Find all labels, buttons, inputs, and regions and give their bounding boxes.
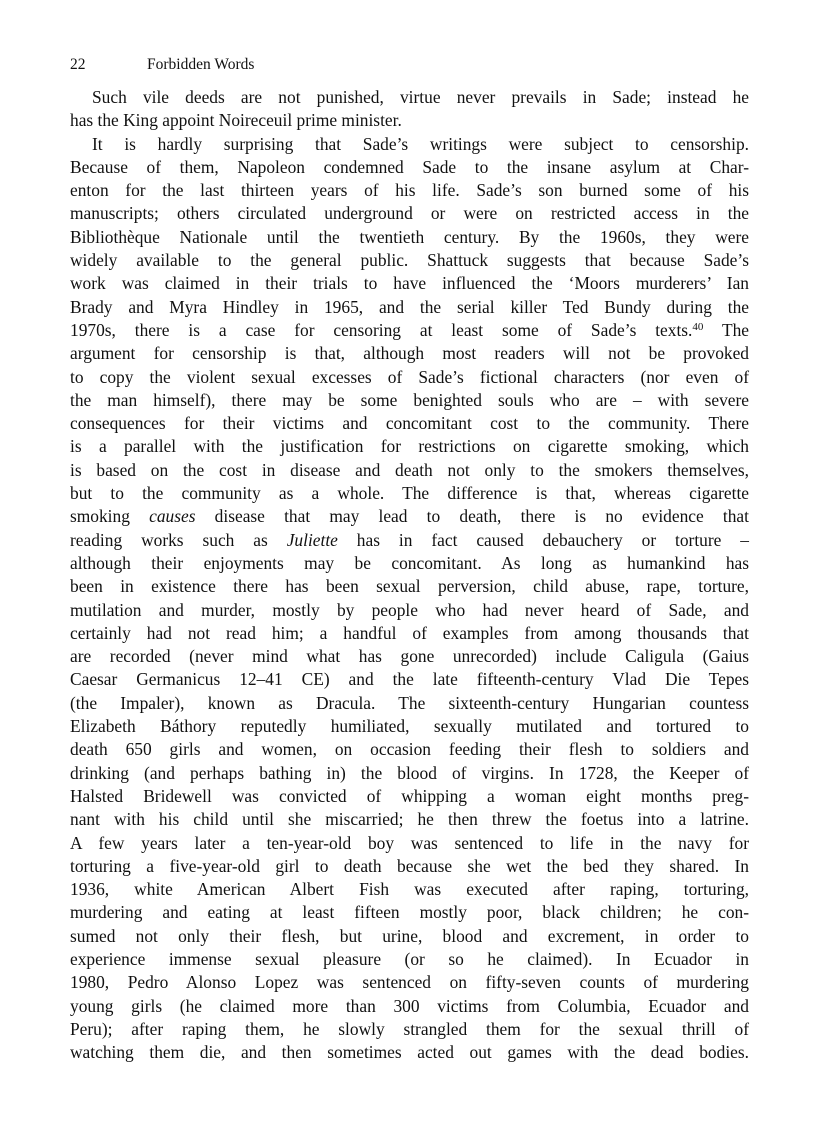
text-line-with-italic [70,529,749,552]
line-text: reading works such as [70,529,287,550]
paragraph-2 [70,133,749,1065]
text-line: is a parallel with the justification for restrictions on cigarette smoking, which [70,436,749,457]
text-line: (the Impaler), known as Dracula. The sixteenth-century Hungarian countess [70,692,749,713]
text-line: Elizabeth Báthory reputedly humiliated, sexually mutilated and tortured to [70,716,749,737]
text-line: sumed not only their flesh, but urine, blood and excrement, in order to [70,925,749,946]
line-text: The [703,319,749,340]
italic-title: Juliette [286,529,338,550]
italic-word: causes [149,506,196,527]
text-line: are recorded (never mind what has gone unrecorded) include Caligula (Gaius [70,646,749,667]
text-line-with-italic [70,505,749,528]
text-line: murdering and eating at least fifteen mostly poor, black children; he con- [70,902,749,923]
book-page [70,55,749,1064]
text-line: watching them die, and then sometimes acted out games with the dead bodies. [70,1042,749,1063]
line-text: 1970s, there is a case for censoring at least some of Sade’s texts. [70,319,693,340]
text-line: argument for censorship is that, although most readers will not be provoked [70,343,749,364]
line-text: has in fact caused debauchery or torture – [337,529,749,550]
text-line: but to the community as a whole. The difference is that, whereas cigarette [70,483,749,504]
text-line: Such vile deeds are not punished, virtue never prevails in Sade; instead he [92,87,749,107]
text-line: has the King appoint Noireceuil prime minister. [70,110,402,131]
running-title: Forbidden Words [147,56,255,73]
text-line: 1936, white American Albert Fish was executed after raping, torturing, [70,879,749,900]
text-line: although their enjoyments may be concomitant. As long as humankind has [70,552,749,573]
text-line: drinking (and perhaps bathing in) the blood of virgins. In 1728, the Keeper of [70,762,749,783]
text-line: enton for the last thirteen years of his life. Sade’s son burned some of his [70,180,749,201]
text-line: Bibliothèque Nationale until the twentieth century. By the 1960s, they were [70,226,749,247]
text-line: experience immense sexual pleasure (or so he claimed). In Ecuador in [70,948,749,969]
text-line: the man himself), there may be some benighted souls who are – with severe [70,389,749,410]
line-text: disease that may lead to death, there is no evidence that [195,506,749,527]
text-line: Because of them, Napoleon condemned Sade to the insane asylum at Char- [70,156,749,177]
paragraph-1 [70,86,749,133]
text-line: Halsted Bridewell was convicted of whipping a woman eight months preg- [70,785,749,806]
text-line: widely available to the general public. Shattuck suggests that because Sade’s [70,250,749,271]
text-line: torturing a five-year-old girl to death because she wet the bed they shared. In [70,855,749,876]
text-line: is based on the cost in disease and death not only to the smokers themselves, [70,459,749,480]
text-line: work was claimed in their trials to have influenced the ‘Moors murderers’ Ian [70,273,749,294]
text-line: consequences for their victims and concomitant cost to the community. There [70,413,749,434]
text-line: It is hardly surprising that Sade’s writings were subject to censorship. [92,133,749,154]
footnote-reference: 40 [692,320,704,333]
text-line: A few years later a ten-year-old boy was sentenced to life in the navy for [70,832,749,853]
text-line: nant with his child until she miscarried; he then threw the foetus into a latrine. [70,809,749,830]
text-line: mutilation and murder, mostly by people who had never heard of Sade, and [70,599,749,620]
text-line: Brady and Myra Hindley in 1965, and the serial killer Ted Bundy during the [70,296,749,317]
body-text [70,86,749,1064]
text-line: Caesar Germanicus 12–41 CE) and the late fifteenth-century Vlad Die Tepes [70,669,749,690]
text-line: young girls (he claimed more than 300 victims from Columbia, Ecuador and [70,995,749,1016]
text-line: manuscripts; others circulated underground or were on restricted access in the [70,203,749,224]
text-line: to copy the violent sexual excesses of Sade’s fictional characters (nor even of [70,366,749,387]
text-line: certainly had not read him; a handful of examples from among thousands that [70,622,749,643]
page-number: 22 [70,56,86,73]
text-line: been in existence there has been sexual perversion, child abuse, rape, torture, [70,576,749,597]
text-line-with-footnote [70,319,749,342]
text-line: 1980, Pedro Alonso Lopez was sentenced on fifty-seven counts of murdering [70,972,749,993]
running-head [70,55,749,75]
text-line: Peru); after raping them, he slowly strangled them for the sexual thrill of [70,1018,749,1039]
line-text: smoking [70,506,150,527]
text-line: death 650 girls and women, on occasion feeding their flesh to soldiers and [70,739,749,760]
